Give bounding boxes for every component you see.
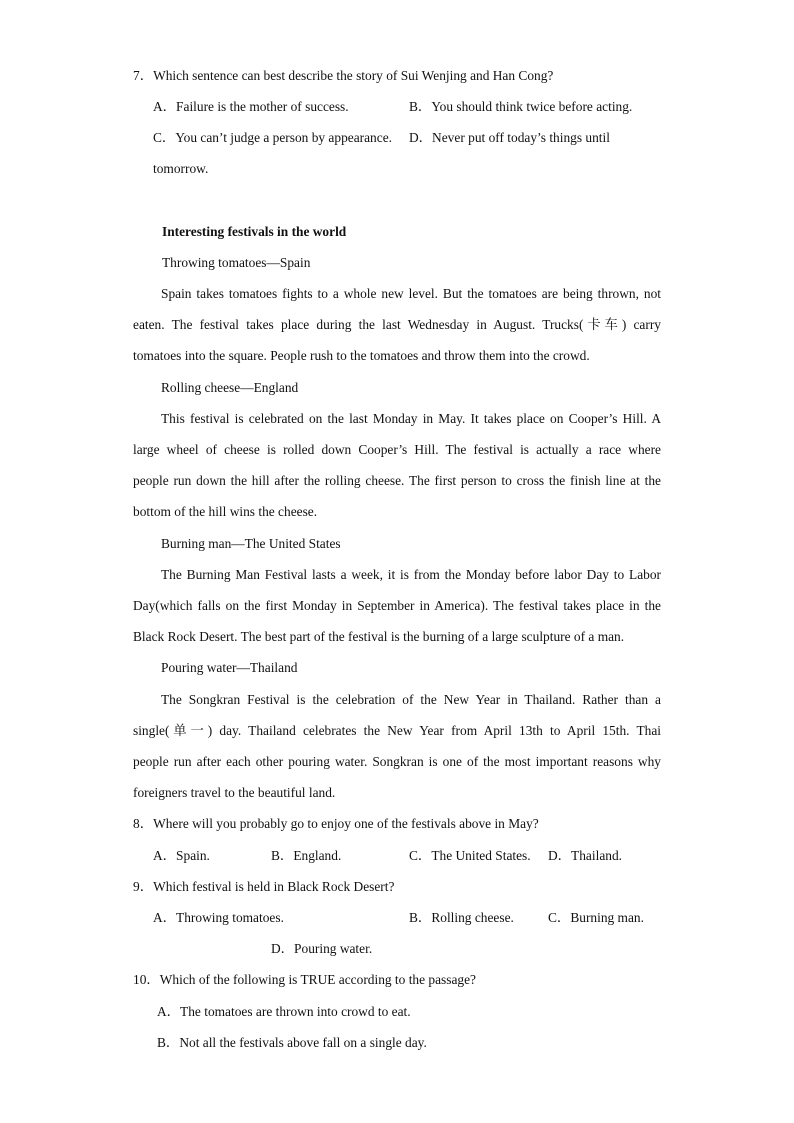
section-spain-line-3: tomatoes into the square. People rush to the tomatoes and throw them into the crowd. [133, 348, 590, 363]
q10-stem: 10．Which of the following is TRUE according to the passage? [133, 972, 476, 987]
q8-option-d: D．Thailand. [548, 848, 623, 863]
section-heading-thailand: Pouring water—Thailand [161, 660, 298, 675]
q7-stem: 7．Which sentence can best describe the story of Sui Wenjing and Han Cong? [133, 68, 554, 83]
q8-option-a: A．Spain. [153, 848, 210, 863]
section-england-line-1: This festival is celebrated on the last Monday in May. It takes place on Cooper’s Hill. A [161, 411, 661, 426]
q10-option-b: B．Not all the festivals above fall on a single day. [157, 1035, 427, 1050]
q9-option-a: A．Throwing tomatoes. [153, 910, 284, 925]
section-thailand-line-2: single(单一) day. Thailand celebrates the New Year from April 13th to April 15th. Thai [133, 723, 661, 738]
q9-option-c: C．Burning man. [548, 910, 644, 925]
q7-option-a: A．Failure is the mother of success. [153, 99, 349, 114]
q10-option-a: A．The tomatoes are thrown into crowd to eat. [157, 1004, 411, 1019]
section-england-line-3: people run down the hill after the rolling cheese. The first person to cross the finish line at the [133, 473, 661, 488]
section-heading-england: Rolling cheese—England [161, 380, 299, 395]
section-usa-line-3: Black Rock Desert. The best part of the festival is the burning of a large sculpture of a man. [133, 629, 625, 644]
q7-option-b: B．You should think twice before acting. [409, 99, 633, 114]
q9-option-b: B．Rolling cheese. [409, 910, 514, 925]
section-heading-spain: Throwing tomatoes—Spain [162, 255, 311, 270]
q8-option-b: B．England. [271, 848, 342, 863]
section-usa-line-2: Day(which falls on the first Monday in September in America). The festival takes place in the [133, 598, 661, 613]
q8-stem: 8．Where will you probably go to enjoy one of the festivals above in May? [133, 816, 539, 831]
q9-option-d: D．Pouring water. [271, 941, 373, 956]
section-spain-line-2: eaten. The festival takes place during the last Wednesday in August. Trucks(卡车) carry [133, 317, 661, 332]
q8-option-c: C．The United States. [409, 848, 531, 863]
q7-option-d: D．Never put off today’s things until [409, 130, 610, 145]
section-england-line-4: bottom of the hill wins the cheese. [133, 504, 318, 519]
passage-title: Interesting festivals in the world [162, 224, 347, 239]
section-thailand-line-1: The Songkran Festival is the celebration of the New Year in Thailand. Rather than a [161, 692, 661, 707]
section-thailand-line-4: foreigners travel to the beautiful land. [133, 785, 336, 800]
q7-option-c: C．You can’t judge a person by appearance. [153, 130, 392, 145]
q9-stem: 9．Which festival is held in Black Rock Desert? [133, 879, 395, 894]
section-spain-line-1: Spain takes tomatoes fights to a whole new level. But the tomatoes are being thrown, not [161, 286, 661, 301]
q7-option-d-continued: tomorrow. [153, 161, 209, 176]
section-heading-usa: Burning man—The United States [161, 536, 341, 551]
section-thailand-line-3: people run after each other pouring water. Songkran is one of the most important reasons why [133, 754, 661, 769]
section-england-line-2: large wheel of cheese is rolled down Cooper’s Hill. The festival is actually a race where [133, 442, 661, 457]
section-usa-line-1: The Burning Man Festival lasts a week, it is from the Monday before labor Day to Labor [161, 567, 661, 582]
